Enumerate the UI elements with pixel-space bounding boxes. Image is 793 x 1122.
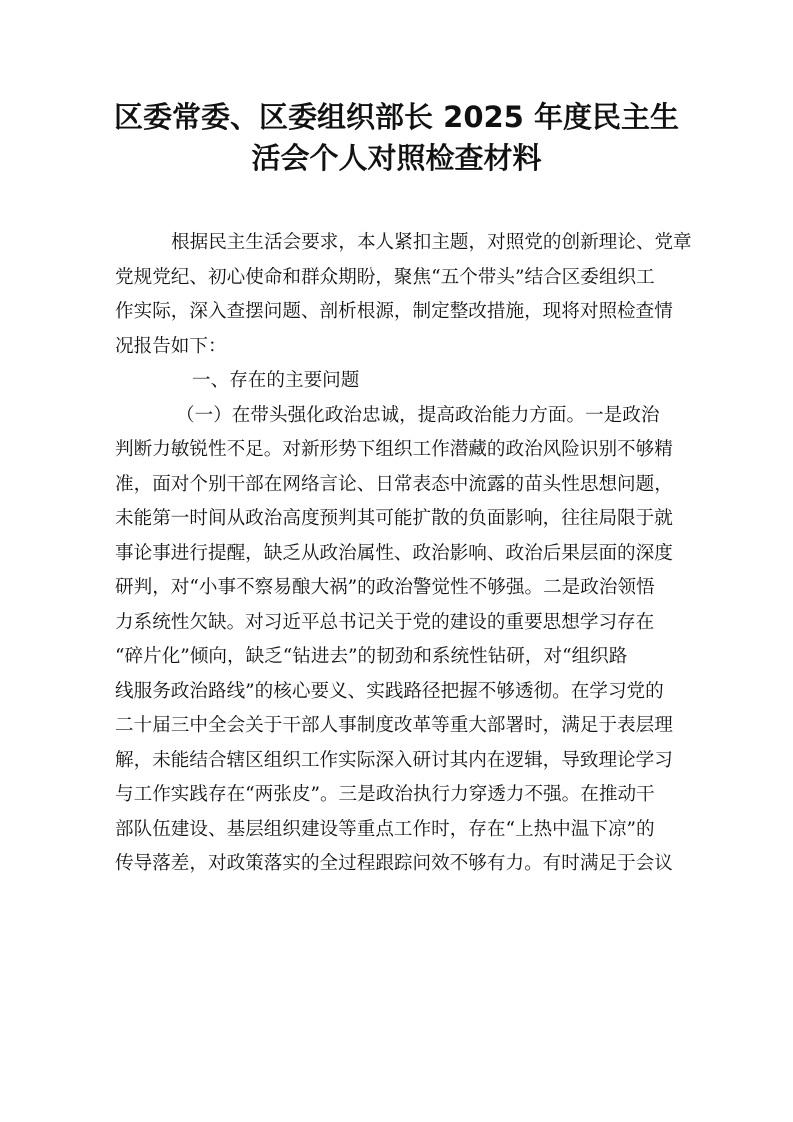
section-paragraph-line: 力系统性欠缺。对习近平总书记关于党的建设的重要思想学习存在 [115,611,655,633]
section-paragraph-line: 事论事进行提醒，缺乏从政治属性、政治影响、政治后果层面的深度 [115,542,673,564]
document-title-line-1: 区委常委、区委组织部长 2025 年度民主生 [114,100,679,134]
section-paragraph-line: 研判，对“小事不察易酿大祸”的政治警觉性不够强。二是政治领悟 [115,577,655,598]
section-paragraph-line: 二十届三中全会关于干部人事制度改革等重大部署时，满足于表层理 [115,715,673,736]
intro-paragraph-line: 作实际，深入查摆问题、剖析根源，制定整改措施，现将对照检查情 [115,301,673,322]
intro-paragraph-line: 根据民主生活会要求，本人紧扣主题，对照党的创新理论、党章 [171,232,692,253]
section-paragraph-line: 未能第一时间从政治高度预判其可能扩散的负面影响，往往局限于就 [115,508,673,529]
section-paragraph-line: 传导落差，对政策落实的全过程跟踪问效不够有力。有时满足于会议 [115,853,673,874]
section-paragraph-line: 准，面对个别干部在网络言论、日常表态中流露的苗头性思想问题， [115,473,673,495]
section-paragraph-line: 判断力敏锐性不足。对新形势下组织工作潜藏的政治风险识别不够精 [115,439,673,460]
intro-paragraph-line: 党规党纪、初心使命和群众期盼，聚焦“五个带头”结合区委组织工 [115,266,655,288]
document-body [115,226,692,882]
section-paragraph-line: 线服务政治路线”的核心要义、实践路径把握不够透彻。在学习党的 [115,680,664,702]
section-paragraph-line: 部队伍建设、基层组织建设等重点工作时，存在“上热中温下凉”的 [115,818,655,840]
section-paragraph-line: “碎片化”倾向，缺乏“钻进去”的韧劲和系统性钻研，对“组织路 [115,646,628,667]
document-title-line-2: 活会个人对照检查材料 [251,141,542,175]
section-heading: 一、存在的主要问题 [192,370,360,391]
section-paragraph-line: 解，未能结合辖区组织工作实际深入研讨其内在逻辑，导致理论学习 [115,749,673,771]
intro-paragraph-line: 况报告如下： [115,335,227,357]
section-paragraph-line: 与工作实践存在“两张皮”。三是政治执行力穿透力不强。在推动干 [115,784,655,805]
section-paragraph-line: （一）在带头强化政治忠诚，提高政治能力方面。一是政治 [176,404,660,426]
